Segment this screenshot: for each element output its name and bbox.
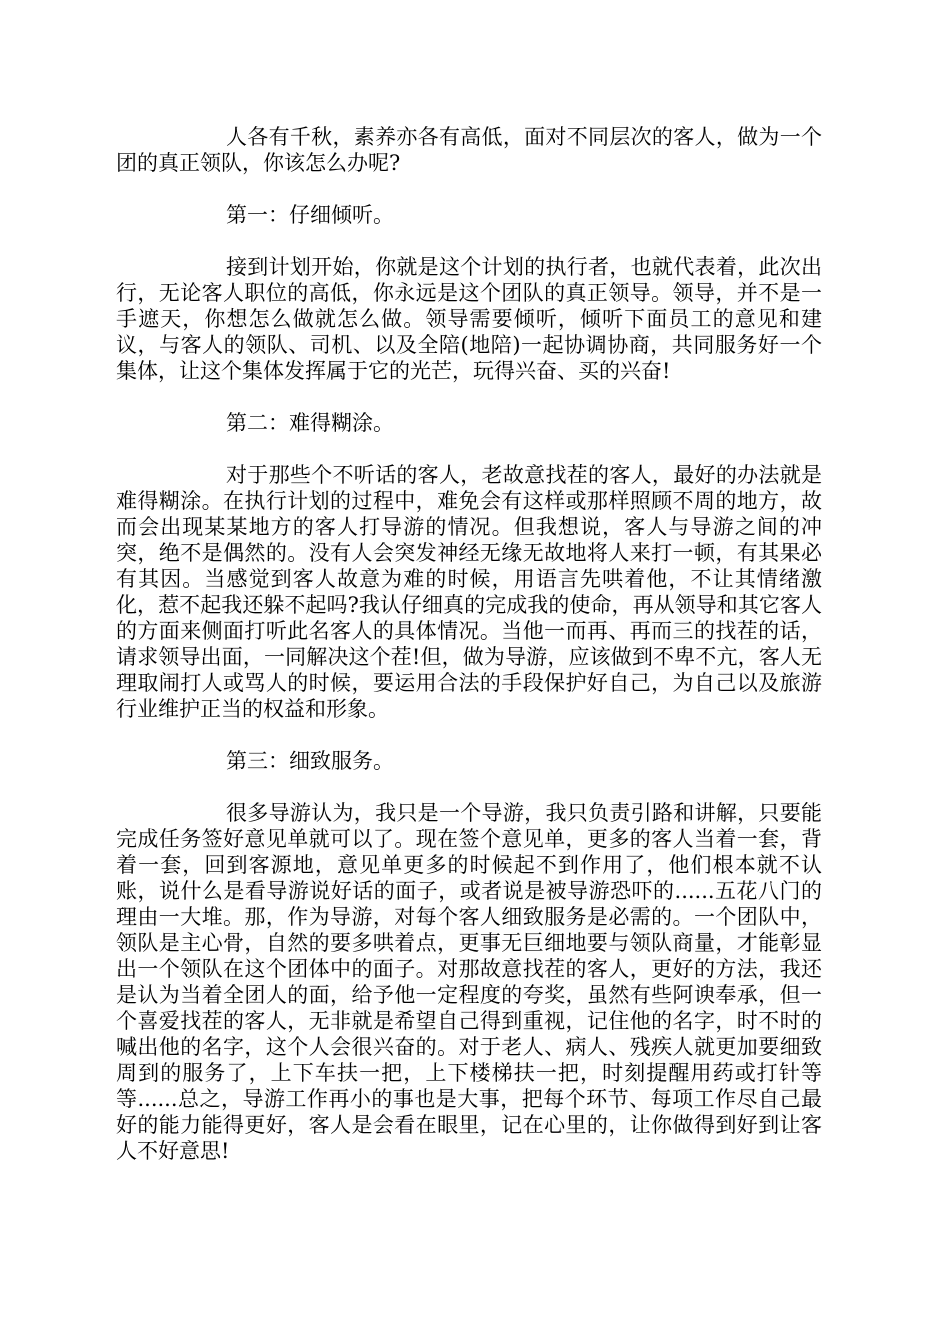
document-body xyxy=(116,124,822,1164)
section-1-paragraph: 接到计划开始，你就是这个计划的执行者，也就代表着，此次出行，无论客人职位的高低，你永远是这个团队的真正领导。领导，并不是一手遮天，你想怎么做就怎么做。领导需要倾听，倾听下面员工的意见和建议，与客人的领队、司机、以及全陪(地陪)一起协调协商，共同服务好一个集体，让这个集体发挥属于它的光芒，玩得兴奋、买的兴奋! xyxy=(116,255,822,383)
section-2-paragraph: 对于那些个不听话的客人，老故意找茬的客人，最好的办法就是难得糊涂。在执行计划的过程中，难免会有这样或那样照顾不周的地方，故而会出现某某地方的客人打导游的情况。但我想说，客人与导游之间的冲突，绝不是偶然的。没有人会突发神经无缘无故地将人来打一顿，有其果必有其因。当感觉到客人故意为难的时候，用语言先哄着他，不让其情绪激化，惹不起我还躲不起吗?我认仔细真的完成我的使命，再从领导和其它客人的方面来侧面打听此名客人的具体情况。当他一而再、再而三的找茬的话，请求领导出面，一同解决这个茬!但，做为导游，应该做到不卑不亢，客人无理取闹打人或骂人的时候，要运用合法的手段保护好自己，为自己以及旅游行业维护正当的权益和形象。 xyxy=(116,463,822,721)
section-heading-3: 第三：细致服务。 xyxy=(226,749,394,773)
section-heading-1: 第一：仔细倾听。 xyxy=(226,203,394,227)
section-3-paragraph: 很多导游认为，我只是一个导游，我只负责引路和讲解，只要能完成任务签好意见单就可以了。现在签个意见单，更多的客人当着一套，背着一套，回到客源地，意见单更多的时候起不到作用了，他们根本就不认账，说什么是看导游说好话的面子，或者说是被导游恐吓的......五花八门的理由一大堆。那，作为导游，对每个客人细致服务是必需的。一个团队中，领队是主心骨，自然的要多哄着点，更事无巨细地要与领队商量，才能彰显出一个领队在这个团体中的面子。对那故意找茬的客人，更好的方法，我还是认为当着全团人的面，给予他一定程度的夸奖，虽然有些阿谀奉承，但一个喜爱找茬的客人，无非就是希望自己得到重视，记住他的名字，时不时的喊出他的名字，这个人会很兴奋的。对于老人、病人、残疾人就更加要细致周到的服务了，上下车扶一把，上下楼梯扶一把，时刻提醒用药或打针等等......总之，导游工作再小的事也是大事，把每个环节、每项工作尽自己最好的能力能得更好，客人是会看在眼里，记在心里的，让你做得到好到让客人不好意思! xyxy=(116,801,822,1163)
section-heading-2: 第二：难得糊涂。 xyxy=(226,411,394,435)
intro-paragraph: 人各有千秋，素养亦各有高低，面对不同层次的客人，做为一个团的真正领队，你该怎么办呢? xyxy=(116,125,822,175)
